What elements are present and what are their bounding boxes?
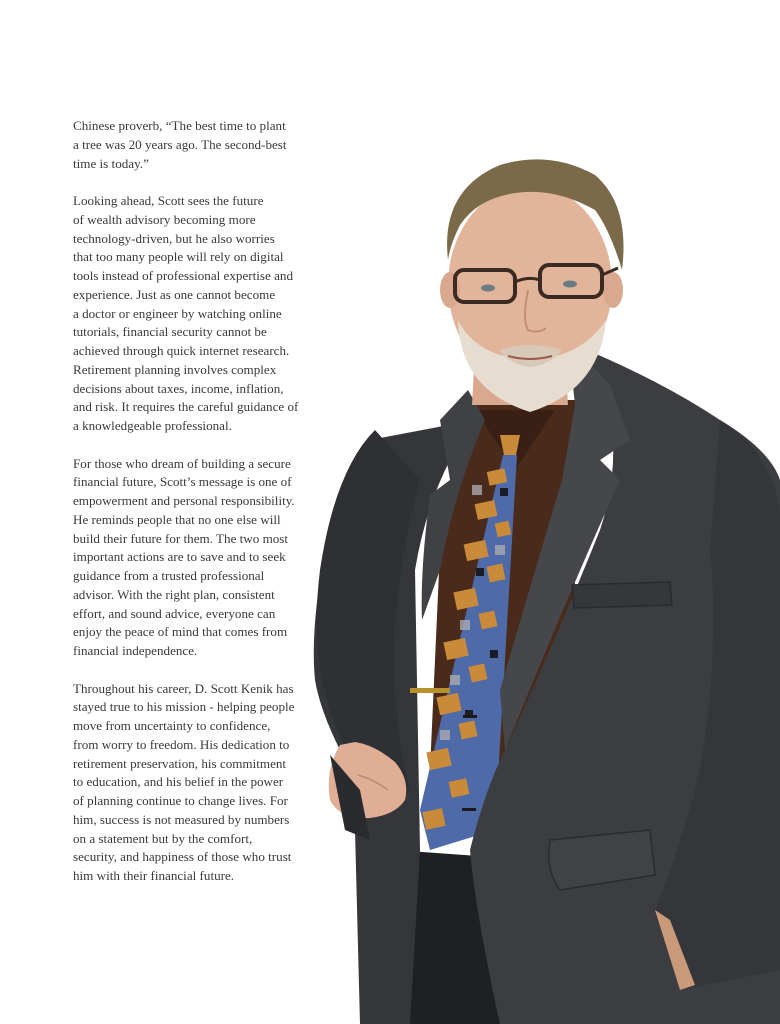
portrait-photo [300, 150, 780, 1024]
text-line: to education, and his belief in the power [73, 774, 284, 790]
text-line: advisor. With the right plan, consistent [73, 586, 275, 602]
text-line: empowerment and personal responsibility. [73, 493, 295, 508]
text-line: build their future for them. The two most [73, 530, 289, 546]
text-line: financial independence. [73, 643, 198, 658]
text-line: a knowledgeable professional. [73, 418, 232, 433]
text-line: effort, and sound advice, everyone can [73, 605, 276, 621]
text-line: enjoy the peace of mind that comes from [73, 624, 288, 640]
portrait-illustration [300, 150, 780, 1024]
text-line: Chinese proverb, “The best time to plant [73, 118, 286, 133]
paragraph-looking-ahead [73, 192, 313, 436]
text-line: For those who dream of building a secure [73, 455, 291, 471]
text-line: a tree was 20 years ago. The second-best [73, 136, 287, 152]
text-line: stayed true to his mission - helping people [73, 699, 295, 715]
text-line: him, success is not measured by numbers [73, 811, 290, 827]
text-line: and risk. It requires the careful guidance of [73, 399, 299, 415]
text-line: technology-driven, but he also worries [73, 230, 275, 246]
text-line: achieved through quick internet research. [73, 343, 290, 358]
text-line: a doctor or engineer by watching online [73, 305, 282, 321]
text-line: from worry to freedom. His dedication to [73, 736, 290, 752]
paragraph-secure-future [73, 455, 313, 661]
text-line: retirement preservation, his commitment [73, 755, 287, 771]
text-line: He reminds people that no one else will [73, 511, 281, 527]
text-line: of planning continue to change lives. For [73, 793, 288, 808]
text-line: move from uncertainty to confidence, [73, 718, 271, 733]
text-line: on a statement but by the comfort, [73, 830, 253, 846]
text-line: financial future, Scott’s message is one of [73, 474, 292, 490]
article-body [73, 117, 313, 905]
paragraph-proverb [73, 117, 313, 173]
text-line: guidance from a trusted professional [73, 568, 265, 583]
text-line: tutorials, financial security cannot be [73, 324, 267, 340]
text-line: Retirement planning involves complex [73, 361, 277, 377]
text-line: of wealth advisory becoming more [73, 211, 256, 227]
text-line: security, and happiness of those who trust [73, 849, 292, 865]
text-line: him with their financial future. [73, 868, 235, 883]
text-line: Throughout his career, D. Scott Kenik has [73, 680, 294, 696]
paragraph-career [73, 680, 313, 886]
text-line: tools instead of professional expertise and [73, 268, 293, 283]
text-line: decisions about taxes, income, inflation, [73, 380, 284, 396]
text-line: that too many people will rely on digital [73, 249, 284, 265]
text-line: time is today.” [73, 155, 149, 171]
text-line: important actions are to save and to seek [73, 549, 286, 565]
text-line: Looking ahead, Scott sees the future [73, 193, 264, 208]
text-line: experience. Just as one cannot become [73, 286, 276, 302]
